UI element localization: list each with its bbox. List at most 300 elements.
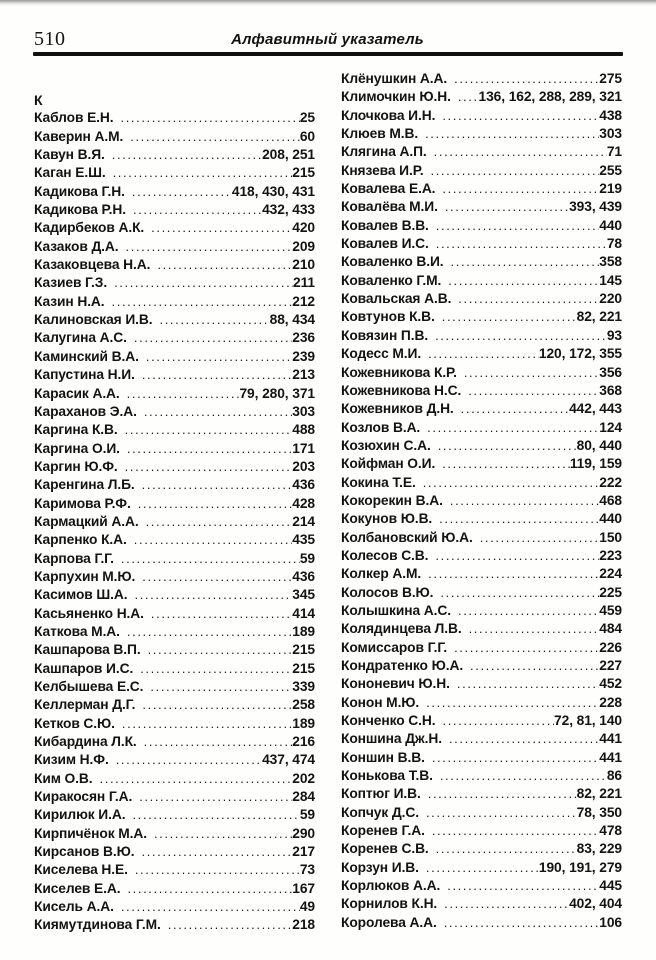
entry-name: Климочкин Ю.Н. [341,89,451,105]
entry-pages: 189 [292,623,315,639]
entry-name: Ковалев И.С. [341,236,429,252]
entry-pages: 345 [292,587,315,603]
entry-pages: 124 [599,419,622,435]
entry-pages: 93 [606,327,622,343]
entry-pages: 440 [599,217,622,233]
entry-name: Королева А.А. [341,914,437,930]
entry-pages: 228 [599,694,622,710]
entry-pages: 213 [292,367,315,383]
entry-name: Копчук Д.С. [341,804,419,820]
dot-leader [419,694,599,712]
entry-pages: 86 [606,768,622,784]
dot-leader [131,495,293,513]
entry-pages: 106 [599,914,622,930]
dot-leader [150,256,292,274]
entry-pages: 393, 439 [569,199,622,215]
index-entry [341,107,622,125]
index-entry [34,586,315,604]
entry-name: Коптюг И.В. [341,786,421,802]
entry-pages: 219 [599,181,622,197]
dot-leader [447,639,599,657]
entry-name: Киселев Е.А. [34,880,121,896]
header-rule [33,52,623,56]
index-entry [341,620,622,638]
entry-name: Корзун И.В. [341,859,419,875]
dot-leader [435,107,599,125]
entry-name: Киямутдинова Г.М. [34,917,161,933]
index-entry [341,88,622,106]
index-entry [34,201,315,219]
dot-leader [473,529,600,547]
entry-pages: 275 [599,71,622,86]
page-number: 510 [34,28,66,50]
entry-name: Казин Н.А. [34,293,105,309]
dot-leader [127,329,292,347]
entry-name: Клёнушкин А.А. [341,71,448,86]
dot-leader [433,767,607,785]
entry-pages: 171 [292,440,315,456]
entry-pages: 226 [599,639,622,655]
index-entry [34,366,315,384]
dot-leader [141,641,293,659]
index-entry [34,641,315,659]
index-entry [341,694,622,712]
dot-leader [457,364,599,382]
dot-leader [118,421,293,439]
dot-leader [127,586,292,604]
entry-pages: 119, 159 [569,456,622,472]
index-entry-list-left [34,109,315,934]
index-entry [34,403,315,421]
index-entry [34,311,315,329]
entry-name: Коншин В.В. [341,749,425,765]
entry-name: Колкер А.М. [341,566,422,582]
entry-name: Колосов В.Ю. [341,584,434,600]
dot-leader [105,293,293,311]
dot-leader [137,403,292,421]
entry-pages: 438 [599,107,622,123]
entry-name: Корлюков А.А. [341,878,441,894]
index-entry [341,474,622,492]
entry-name: Касимов Ш.А. [34,587,128,603]
entry-name: Коваленко Г.М. [341,272,442,288]
entry-pages: 59 [299,807,315,823]
index-entry [341,308,622,326]
index-entry [341,400,622,418]
index-entry [34,861,315,879]
index-entry [34,109,315,127]
entry-pages: 60 [299,128,315,144]
entry-name: Кавун В.Я. [34,147,105,163]
entry-pages: 208, 251 [262,147,315,163]
index-entry [34,715,315,733]
index-entry [341,235,622,253]
dot-leader [125,183,232,201]
dot-leader [144,605,292,623]
entry-name: Колбановский Ю.А. [341,529,473,545]
entry-pages: 440 [599,511,622,527]
index-entry [34,678,315,696]
entry-name: Калиновская И.В. [34,312,153,328]
entry-pages: 49 [299,899,315,915]
dot-leader [126,201,262,219]
dot-leader [435,712,554,730]
entry-pages: 145 [599,272,622,288]
entry-pages: 80, 440 [576,437,622,453]
index-entry [34,806,315,824]
index-entry [34,256,315,274]
section-letter: К [34,92,43,108]
index-entry [341,584,622,602]
entry-name: Кокина Т.Е. [341,474,416,490]
entry-pages: 468 [599,492,622,508]
index-entry [341,730,622,748]
entry-name: Кибардина Л.К. [34,734,137,750]
entry-pages: 441 [599,731,622,747]
entry-name: Клочкова И.Н. [341,107,436,123]
index-entry [341,804,622,822]
dot-leader [418,125,599,143]
entry-pages: 420 [292,220,315,236]
entry-name: Кирилюк И.А. [34,807,126,823]
index-entry [34,843,315,861]
index-entry [341,382,622,400]
entry-pages: 488 [292,422,315,438]
entry-name: Колядинцева Л.В. [341,621,462,637]
dot-leader [416,474,600,492]
index-entry-list-right [341,70,622,932]
entry-name: Кизим Н.Ф. [34,752,109,768]
entry-pages: 441 [599,749,622,765]
dot-leader [134,843,292,861]
entry-pages: 214 [292,513,315,529]
entry-name: Коваленко В.И. [341,254,444,270]
entry-pages: 442, 443 [569,401,622,417]
index-entry [34,219,315,237]
index-entry [34,751,315,769]
entry-name: Кирсанов В.Ю. [34,844,135,860]
entry-name: Кокунов Ю.В. [341,511,433,527]
entry-pages: 358 [599,254,622,270]
entry-name: Кадикова Р.Н. [34,202,126,218]
entry-pages: 72, 81, 140 [554,713,622,729]
index-entry [341,914,622,932]
entry-name: Ким О.В. [34,770,93,786]
index-entry [34,293,315,311]
dot-leader [429,217,599,235]
dot-leader [431,437,577,455]
entry-pages: 88, 434 [269,312,315,328]
dot-leader [147,825,292,843]
index-entry [341,143,622,161]
dot-leader [421,785,577,803]
index-entry [34,164,315,182]
entry-pages: 218 [292,917,315,933]
dot-leader [107,274,293,292]
entry-pages: 83, 229 [576,841,622,857]
index-entry [34,421,315,439]
index-entry [341,877,622,895]
dot-leader [451,602,599,620]
entry-name: Киселева Н.Е. [34,862,128,878]
entry-pages: 225 [599,584,622,600]
dot-leader [144,219,292,237]
entry-pages: 202 [292,770,315,786]
entry-name: Калугина А.С. [34,330,127,346]
entry-name: Ковальская А.В. [341,291,452,307]
entry-name: Казиев Г.З. [34,275,108,291]
dot-leader [432,510,599,528]
dot-leader [109,751,262,769]
entry-name: Кашпаров И.С. [34,660,134,676]
dot-leader [447,70,599,88]
dot-leader [115,715,292,733]
index-entry [341,859,622,877]
entry-pages: 150 [599,529,622,545]
dot-leader [123,128,300,146]
entry-pages: 459 [599,602,622,618]
entry-name: Кожевников Д.Н. [341,401,454,417]
entry-name: Кармацкий А.А. [34,513,139,529]
index-entry [341,419,622,437]
dot-leader [440,877,599,895]
entry-pages: 437, 474 [262,752,315,768]
dot-leader [428,547,599,565]
dot-leader [420,419,599,437]
entry-name: Колышкина А.С. [341,602,451,618]
dot-leader [143,678,292,696]
dot-leader [106,164,293,182]
index-entry [341,767,622,785]
dot-leader [118,458,293,476]
index-entry [34,880,315,898]
entry-pages: 339 [292,679,315,694]
index-entry [341,437,622,455]
entry-name: Коренев С.В. [341,841,429,857]
dot-leader [139,513,293,531]
dot-leader [93,770,293,788]
index-entry [34,605,315,623]
index-entry [34,660,315,678]
entry-pages: 452 [599,676,622,692]
dot-leader [105,146,262,164]
index-entry [341,272,622,290]
index-entry [341,290,622,308]
dot-leader [419,804,577,822]
entry-pages: 215 [292,165,315,181]
index-entry [341,602,622,620]
entry-name: Кожевникова К.Р. [341,364,457,380]
dot-leader [421,345,539,363]
dot-leader [433,584,599,602]
dot-leader [429,235,607,253]
index-entry [34,696,315,714]
entry-name: Каргина О.И. [34,440,120,456]
index-entry [341,822,622,840]
index-entry [341,180,622,198]
dot-leader [461,382,599,400]
entry-name: Каминский В.А. [34,348,139,364]
index-entry [341,657,622,675]
entry-pages: 445 [599,878,622,894]
entry-name: Караханов Э.А. [34,403,137,419]
entry-name: Казаковцева Н.А. [34,257,151,273]
entry-pages: 436 [292,568,315,584]
entry-name: Койфман О.И. [341,456,436,472]
entry-pages: 418, 430, 431 [231,183,315,199]
dot-leader [139,348,292,366]
index-entry [341,639,622,657]
entry-name: Казаков Д.А. [34,238,119,254]
index-entry [341,162,622,180]
entry-pages: 215 [292,642,315,658]
entry-pages: 484 [599,621,622,637]
dot-leader [435,308,577,326]
entry-pages: 402, 404 [569,896,622,912]
entry-name: Кирпичёнок М.А. [34,825,147,841]
entry-pages: 284 [292,789,315,805]
index-entry [34,476,315,494]
entry-pages: 82, 221 [576,786,622,802]
entry-name: Ковтунов К.В. [341,309,435,325]
dot-leader [462,620,600,638]
entry-pages: 211 [293,275,315,291]
running-title: Алфавитный указатель [231,31,424,48]
dot-leader [454,400,569,418]
entry-pages: 59 [299,550,315,566]
dot-leader [450,675,599,693]
dot-leader [114,109,300,127]
entry-name: Карпухин М.Ю. [34,568,136,584]
index-entry [341,364,622,382]
dot-leader [451,88,479,106]
entry-name: Конькова Т.В. [341,768,433,784]
entry-name: Кадирбеков А.К. [34,220,145,236]
entry-pages: 203 [292,458,315,474]
entry-name: Комиссаров Г.Г. [341,639,448,655]
index-entry [341,70,622,88]
index-entry [341,712,622,730]
dot-leader [120,880,292,898]
index-columns [34,70,622,935]
index-entry [341,217,622,235]
dot-leader [443,492,599,510]
entry-name: Кононевич Ю.Н. [341,676,450,692]
entry-pages: 258 [292,697,315,713]
entry-pages: 414 [292,605,315,621]
index-entry [34,916,315,934]
entry-pages: 78, 350 [576,804,622,820]
index-entry [341,547,622,565]
dot-leader [429,840,577,858]
entry-pages: 368 [599,382,622,398]
index-entry [34,440,315,458]
index-entry [341,253,622,271]
entry-pages: 216 [292,734,315,750]
entry-pages: 79, 280, 371 [239,385,315,401]
entry-name: Карпова Г.Г. [34,550,114,566]
dot-leader [444,253,600,271]
entry-name: Козлов В.А. [341,419,421,435]
index-entry [341,492,622,510]
index-entry [34,898,315,916]
index-entry [34,238,315,256]
index-entry [341,345,622,363]
index-entry [34,825,315,843]
index-entry [34,274,315,292]
index-entry [34,513,315,531]
dot-leader [137,733,293,751]
entry-pages: 25 [299,110,315,126]
entry-name: Кодесс М.И. [341,346,422,362]
index-entry [34,348,315,366]
dot-leader [419,859,539,877]
entry-pages: 222 [599,474,622,490]
dot-leader [437,914,600,932]
dot-leader [427,143,607,161]
dot-leader [120,385,240,403]
entry-pages: 435 [292,532,315,548]
dot-leader [438,198,569,216]
index-entry [341,675,622,693]
index-entry [34,495,315,513]
dot-leader [135,568,292,586]
index-entry [34,788,315,806]
entry-name: Келлерман Д.Г. [34,697,136,713]
entry-name: Карпенко К.А. [34,532,127,548]
dot-leader [114,550,300,568]
dot-leader [119,238,293,256]
entry-pages: 255 [599,162,622,178]
dot-leader [161,916,293,934]
entry-pages: 189 [292,715,315,731]
dot-leader [441,272,599,290]
entry-pages: 73 [299,862,315,878]
entry-name: Каримова Р.Ф. [34,495,131,511]
entry-name: Кокорекин В.А. [341,492,443,508]
entry-pages: 303 [599,126,622,142]
entry-pages: 71 [606,144,622,160]
index-entry [34,733,315,751]
index-entry [341,125,622,143]
dot-leader [428,327,607,345]
dot-leader [120,440,292,458]
index-entry [341,565,622,583]
entry-pages: 78 [606,236,622,252]
dot-leader [135,366,292,384]
entry-name: Карасик А.А. [34,385,120,401]
index-entry [341,529,622,547]
entry-name: Коншина Дж.Н. [341,731,442,747]
dot-leader [421,565,599,583]
dot-leader [132,788,292,806]
entry-name: Каблов Е.Н. [34,110,114,126]
entry-name: Каткова М.А. [34,623,120,639]
entry-name: Каган Е.Ш. [34,165,106,181]
entry-pages: 82, 221 [576,309,622,325]
entry-pages: 428 [292,495,315,511]
dot-leader [153,311,270,329]
entry-name: Корнилов К.Н. [341,896,438,912]
dot-leader [425,749,599,767]
entry-pages: 136, 162, 288, 289, 321 [478,89,622,105]
entry-name: Кашпарова В.П. [34,642,141,658]
entry-name: Касьяненко Н.А. [34,605,144,621]
entry-pages: 223 [599,547,622,563]
entry-name: Каренгина Л.Б. [34,477,135,493]
dot-leader [423,162,599,180]
index-entry [341,749,622,767]
